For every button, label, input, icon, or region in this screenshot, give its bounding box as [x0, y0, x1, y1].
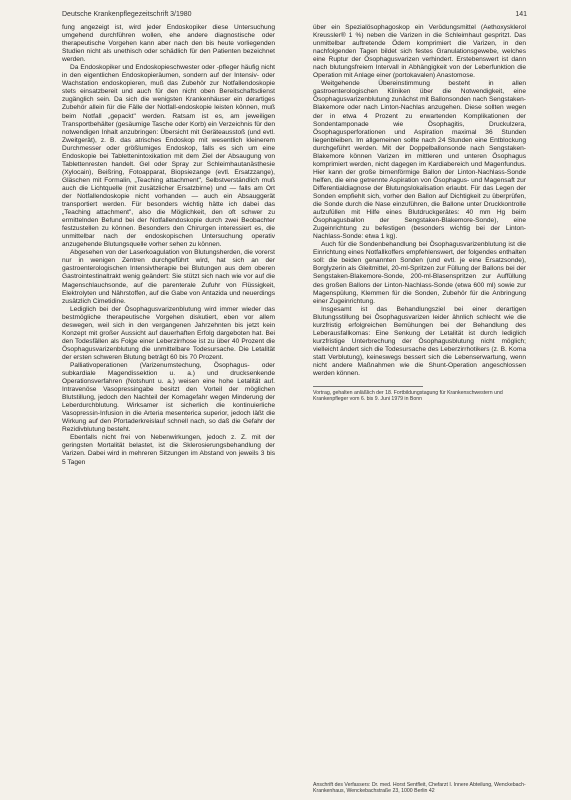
journal-title: Deutsche Krankenpflegezeitschrift 3/1980	[62, 11, 192, 18]
left-column	[62, 24, 275, 794]
paragraph: Palliativoperationen (Varizenumstechung, Ösophagus- oder subkardiale Magendissektion u. a.) und drucksenkende Operationsverfahren (Notshunt u. a.) weisen eine hohe Letalität auf. Intravenöse Vasopressingabe besitzt den Vorteil der möglichen Blutstillung, jedoch den Nachteil der Komagefahr wegen Minderung der Leberdurchblutung. Wirksamer ist sicherlich die kontinuierliche Vasopressin-Infusion in die Arteria mesenterica superior, jedoch läßt die Wirkung auf den Pfortaderkreislauf schnell nach, so daß die Gefahr der Rezidivblutung besteht.	[62, 361, 275, 434]
paragraph: über ein Spezialösophagoskop ein Verödungsmittel (Aethoxysklerol Kreussler® 1 %) neben die Varizen in die Schleimhaut gespritzt. Das unmittelbar auftretende Ödem komprimiert die Varizen, in den nachfolgenden Tagen bildet sich festes Granulationsgewebe, welches eine Ruptur der Ösophagusvarizen verhindert. Erstebenswert ist dann nach blutungsfreiem Intervall in Abhängigkeit von der Leberfunktion die Operation mit Anlage einer (portokavalen) Anastomose.	[313, 24, 526, 80]
paragraph: fung angezeigt ist, wird jeder Endoskopiker diese Untersuchung umgehend durchführen wollen, ehe andere diagnostische oder therapeutische Vorgehen kann aber nach den bis heute vorliegenden Studien nicht als unethisch oder schädlich für den Patienten bezeichnet werden.	[62, 24, 275, 64]
right-column	[313, 24, 526, 794]
paragraph: Lediglich bei der Ösophagusvarizenblutung wird immer wieder das bestmögliche therapeutische Vorgehen diskutiert, eben vor allem deswegen, weil sich in den vergangenen Jahrzehnten bis jetzt kein Konzept mit großer Aussicht auf dauerhaften Erfolg dargeboten hat. Bei den Todesfällen als Folge einer Leberzirrhose ist zu über 40 Prozent die Ösophagusvarizenblutung die unmittelbare Todesursache. Die Letalität der ersten schweren Blutung beträgt 60 bis 70 Prozent.	[62, 305, 275, 361]
paragraph: Auch für die Sondenbehandlung bei Ösophagusvarizenblutung ist die Einrichtung eines Notfallkoffers empfehlenswert, der folgendes enthalten soll: die beiden genannten Sonden (und evtl. je eine Ersatzsonde), Borglyzerin als Gleitmittel, 20-ml-Spritzen zur Füllung der Ballons bei der Sengstaken-Blakemore-Sonde, 200-ml-Blasenspritzen zur Auffüllung des großen Ballons der Linton-Nachlass-Sonde (etwa 600 ml) sowie zur Magenspülung, Klemmen für die Sonden, Zubehör für die Anbringung einer Zugeinrichtung.	[313, 241, 526, 305]
paragraph: Ebenfalls nicht frei von Nebenwirkungen, jedoch z. Z. mit der geringsten Mortalität belastet, ist die Sklerosierungsbehandlung der Varizen. Dabei wird in mehreren Sitzungen im Abstand von jeweils 3 bis 5 Tagen	[62, 434, 275, 466]
page-header	[62, 11, 527, 18]
author-address: Anschrift des Verfassers: Dr. med. Horst Sentfleit, Chefarzt I. Innere Abteilung, Wenckebach-Krankenhaus, Wenckebachstraße 23, 1000 Berlin 42	[313, 782, 526, 795]
paragraph: Insgesamt ist das Behandlungsziel bei einer derartigen Blutungsstillung bei Ösophagusvarizen leider ähnlich schlecht wie die kurzfristig erfolgreichen Bemühungen bei der Behandlung des Leberausfallkomas: Eine Senkung der Letalität ist durch lediglich kurzfristige Unterbrechung der Ösophagusblutung nicht möglich; vielleicht ändert sich die Todesursache des Leberzirrhotikers (z. B. Koma statt Verblutung), keineswegs bessert sich die Lebenserwartung, wenn nicht andere Maßnahmen wie die Shunt-Operation angeschlossen werden können.	[313, 305, 526, 378]
paragraph: Abgesehen von der Laserkoagulation von Blutungsherden, die vorerst nur in wenigen Zentren durchgeführt wird, hat sich an der gastroenterologischen Intensivtherapie bei Blutungen aus dem oberen Gastrointestinaltrakt wenig geändert: Sie stützt sich nach wie vor auf die Magenschlauchsonde, auf die parenterale Zufuhr von Flüssigkeit, Elektrolyten und Nährstoffen, auf die Gabe von Antazida und neuerdings zusätzlich Cimetidine.	[62, 249, 275, 305]
paragraph: Weitgehende Übereinstimmung besteht in allen gastroenterologischen Kliniken über die Notwendigkeit, eine Ösophagusvarizenblutung zunächst mit Ballonsonden nach Sengstaken-Blakemore oder nach Linton-Nachlas anzugehen. Diese sollten wegen der in etwa 4 Prozent zu erwartenden Komplikationen der Sondentamponade wie Ösophagitis, Druckulzera, Ösophagusperforationen und Aspiration maximal 36 Stunden liegenbleiben. Im allgemeinen sollte nach 24 Stunden eine Entblockung durchgeführt werden. Mit der Doppelballonsonde nach Sengstaken-Blakemore können Varizen im mittleren und unteren Ösophagus komprimiert werden, nicht dagegen im Kardiabereich und Magenfundus. Hier kann der große birnenförmige Ballon der Linton-Nachlass-Sonde helfen, die eine getrennte Aspiration von Ösophagus- und Magensaft zur Differentialdiagnose der Blutungslokalisation erlaubt. Für das Legen der Sonden empfiehlt sich, vorher den Ballon auf Dichtigkeit zu überprüfen, die Sonde durch die Nase einzuführen, die Ballone unter Druckkontrolle aufzufüllen mit Hilfe eines Blutdruckgerätes: 40 mm Hg beim Ösophagusballon der Sengstaken-Blakemore-Sonde), eine Zugeinrichtung zu befestigen (besonders wichtig bei der Linton-Nachlass-Sonde: etwa 1 kg).	[313, 80, 526, 241]
page-number: 141	[515, 11, 527, 18]
paragraph: Da Endoskopiker und Endoskopieschwester oder -pfleger häufig nicht in den eigentlichen Endoskopieräumen, sondern auf der Intensiv- oder Wachstation endoskopieren, muß das Zubehör zur Notfallendoskopie stets einsatzbereit und auch für den nicht oben Bereitschaftsdienst zugänglich sein. Da sich die wenigsten Krankenhäuser ein derartiges Zubehör allein für die Fälle der Notfall-endoskopie leisten können, muß beim Notfall „gepackt" werden. Ratsam ist es, am jeweiligen Transportbehälter (gesäumige Tasche oder Korb) ein Verzeichnis für den notwendigen Inhalt anzubringen: Übersicht mit Geräteausstoß (und evtl. Zweitgerät), z. B. das atrisches Endoskop mit wesentlich kleinerem Durchmesser oder größlumiges Endoskop, falls es sich um eine Endoskopie bei Tablettenintoxikation mit dem Ziel der Absaugung von Tablettenresten handelt. Gel oder Spray zur Schleimhautanästhesie (Xylocain), Beißring, Fotoapparat, Biopsiezange (evtl. Ersatzzange), Gläschen mit Formalin, „Teaching attachment", Selbstverständlich muß auch die Lichtquelle (mit zusätzlicher Ersatzbirne) und — falls am Ort der Notfallendoskopie nicht vorhanden — auch ein Absauggerät transportiert werden. Für besonders wichtig hätte ich dabei das „Teaching attachment", also die Möglichkeit, den oft schwer zu ermittelnden Befund bei der Notfallendoskopie durch zwei Beobachter festzustellen zu können. Besonders den Chirurgen interessiert es, die unmittelbar nach der endoskopischen Untersuchung operativ anzugehende Blutungsquelle vorher sehen zu können.	[62, 64, 275, 249]
footnote: Vortrag, gehalten anläßlich der 18. Fortbildungstagung für Krankenschwestern und Krankenpfleger vom 6. bis 9. Juni 1979 in Bonn	[313, 390, 503, 403]
